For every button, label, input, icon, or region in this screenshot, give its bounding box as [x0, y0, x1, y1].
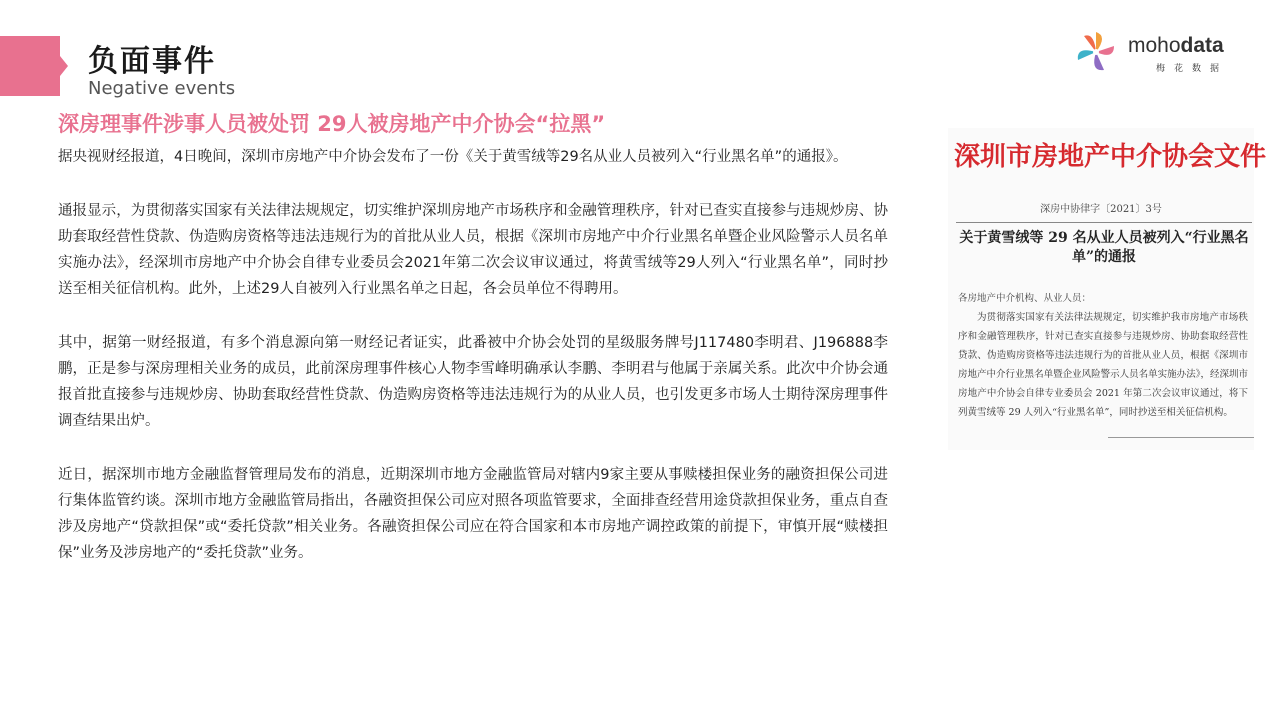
mohodata-logo	[1074, 30, 1244, 80]
document-body: 为贯彻落实国家有关法律法规规定，切实维护我市房地产市场秩序和金融管理秩序，针对已查实直接参与违规炒房、协助套取经营性贷款、伪造购房资格等违法违规行为的首批从业人员，根据《深圳市房地产中介行业黑名单暨企业风险警示人员名单实施办法》，经深圳市房地产中介协会自律专业委员会 2021 年第二次会议审议通过，将下列黄雪绒等 29 人列入“行业黑名单”，同时抄送至相关征信机构。	[958, 312, 1248, 418]
article-paragraph: 据央视财经报道，4日晚间，深圳市房地产中介协会发布了一份《关于黄雪绒等29名从业人员被列入“行业黑名单”的通报》。	[58, 149, 848, 165]
pinwheel-logo-icon	[1074, 30, 1118, 74]
article-paragraph: 通报显示，为贯彻落实国家有关法律法规规定，切实维护深圳房地产市场秩序和金融管理秩序，针对已查实直接参与违规炒房、协助套取经营性贷款、伪造购房资格等违法违规行为的首批从业人员，根据《深圳市房地产中介行业黑名单暨企业风险警示人员名单实施办法》，经深圳市房地产中介协会自律专业委员会2021年第二次会议审议通过，将黄雪绒等29人列入“行业黑名单”，同时抄送至相关征信机构。此外，上述29人自被列入行业黑名单之日起，各会员单位不得聘用。	[58, 203, 888, 297]
logo-wordmark: mohodata	[1128, 34, 1224, 57]
document-header: 深圳市房地产中介协会文件	[954, 142, 1267, 172]
title-accent-arrow	[60, 56, 68, 76]
slide-title: 负面事件	[88, 44, 216, 79]
slide-subtitle: Negative events	[88, 78, 236, 99]
logo-chinese-name: 梅花数据	[1156, 64, 1229, 74]
title-accent-block	[0, 36, 60, 96]
document-image	[948, 128, 1267, 450]
document-bottom-divider	[1108, 437, 1254, 438]
document-number: 深房中协律字〔2021〕3号	[1040, 204, 1162, 215]
document-divider	[956, 222, 1252, 223]
article-paragraph: 近日，据深圳市地方金融监督管理局发布的消息，近期深圳市地方金融监管局对辖内9家主要从事赎楼担保业务的融资担保公司进行集体监管约谈。深圳市地方金融监管局指出，各融资担保公司应对照各项监管要求，全面排查经营用途贷款担保业务，重点自查涉及房地产“贷款担保”或“委托贷款”相关业务。各融资担保公司应在符合国家和本市房地产调控政策的前提下，审慎开展“赎楼担保”业务及涉房地产的“委托贷款”业务。	[58, 467, 888, 561]
article-body	[58, 144, 888, 594]
document-greeting: 各房地产中介机构、从业人员：	[958, 293, 1092, 304]
article-paragraph: 其中，据第一财经报道，有多个消息源向第一财经记者证实，此番被中介协会处罚的星级服务牌号J117480李明君、J196888李鹏，正是参与深房理相关业务的成员，此前深房理事件核心人物李雪峰明确承认李鹏、李明君与他属于亲属关系。此次中介协会通报首批直接参与违规炒房、协助套取经营性贷款、伪造购房资格等违法违规行为的从业人员，也引发更多市场人士期待深房理事件调查结果出炉。	[58, 335, 888, 429]
article-headline: 深房理事件涉事人员被处罚 29人被房地产中介协会“拉黑”	[58, 112, 606, 136]
document-title: 关于黄雪绒等 29 名从业人员被列入“行业黑名单”的通报	[959, 230, 1249, 265]
